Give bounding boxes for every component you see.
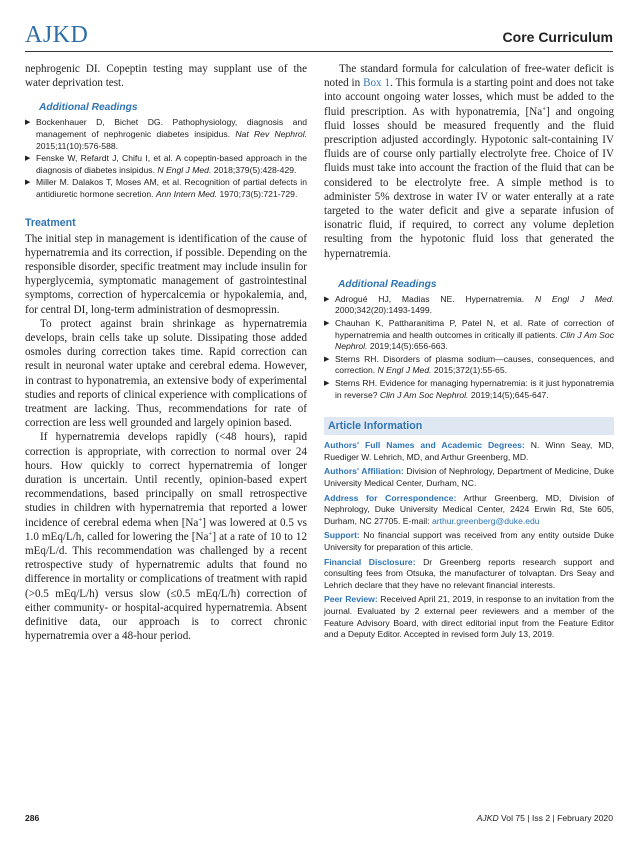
email-link[interactable]: arthur.greenberg@duke.edu bbox=[431, 515, 540, 526]
header-divider bbox=[25, 51, 613, 52]
journal-logo: AJKD bbox=[25, 22, 89, 48]
treatment-paragraph-3: If hypernatremia develops rapidly (<48 hours), rapid correction is appropriate, with correction to normal over 24 hours. How quickly to correct hypernatremia of longer duration is uncertain. Until recently, opinion-based expert recommendations, based principally on small retrospective studies in children with hypernatremia that reported a lower incidence of cerebral edema when [Na+] was lowered at 0.5 vs 1.0 mEq/L/h, called for lowering the [Na+] at a rate of 10 to 12 mEq/L/d. This recommendation was challenged by a recent retrospective study of hypernatremic adults that found no difference in mortality or complications of treatment with rapid (>0.5 mEq/L/h) versus slow (≤0.5 mEq/L/h) correction of either community- or hospital-acquired hypernatremia. Absent definitive data, our approach is to correct chronic hypernatremia over a 48-hour period. bbox=[25, 431, 307, 643]
reference-item: ▶ Miller M. Dalakos T, Moses AM, et al. Recognition of partial defects in antidiuretic hormone secretion. Ann Intern Med. 1970;73(5):721-729. bbox=[25, 177, 307, 199]
correspondence-info: Address for Correspondence: Arthur Greenberg, MD, Division of Nephrology, Duke University Medical Center, 2424 Erwin Rd, Ste 605, Durham, NC 27705. E-mail: arthur.greenberg@duke.edu bbox=[324, 492, 614, 526]
bullet-triangle-icon: ▶ bbox=[25, 119, 31, 127]
journal-citation: AJKD Vol 75 | Iss 2 | February 2020 bbox=[476, 813, 613, 823]
reference-item: ▶ Chauhan K, Pattharanitima P, Patel N, et al. Rate of correction of hypernatremia and health outcomes in critically ill patients. Clin J Am Soc Nephrol. 2019;14(5):656-663. bbox=[324, 318, 614, 352]
article-information-heading: Article Information bbox=[324, 417, 614, 435]
bullet-triangle-icon: ▶ bbox=[25, 155, 31, 163]
reference-item: ▶ Bockenhauer D, Bichet DG. Pathophysiology, diagnosis and management of nephrogenic diabetes insipidus. Nat Rev Nephrol. 2015;11(10):576-588. bbox=[25, 117, 308, 151]
treatment-paragraph-2: To protect against brain shrinkage as hypernatremia develops, brain cells take up solute. Dissipating those added osmoles during correction takes time. Rapid correction can result in neuronal water uptake and cerebral edema. However, in contrast to hyponatremia, an extensive body of experimental studies and reports of clinical experience with complications of treatment are lacking. Thus, recommendations for rate of correction are less well grounded and largely opinion based. bbox=[25, 317, 307, 430]
additional-readings-heading: Additional Readings bbox=[39, 102, 138, 114]
bullet-triangle-icon: ▶ bbox=[324, 355, 330, 363]
affiliation-info: Authors' Affiliation: Division of Nephrology, Department of Medicine, Duke University Medical Center, Durham, NC. bbox=[324, 466, 614, 488]
journal-name: Clin J Am Soc Nephrol. bbox=[335, 329, 614, 352]
support-info: Support: No financial support was received from any entity outside Duke University for preparation of this article. bbox=[324, 530, 614, 552]
bullet-triangle-icon: ▶ bbox=[324, 380, 330, 387]
treatment-heading: Treatment bbox=[25, 216, 76, 229]
journal-name: N Engl J Med. bbox=[377, 365, 432, 376]
journal-name: Nat Rev Nephrol. bbox=[235, 129, 308, 139]
authors-info: Authors' Full Names and Academic Degrees: N. Winn Seay, MD, Ruediger W. Lehrich, MD, and Arthur Greenberg, MD. bbox=[324, 440, 614, 462]
reference-list bbox=[324, 294, 614, 401]
reference-item: ▶ Fenske W, Refardt J, Chifu I, et al. A copeptin-based approach in the diagnosis of diabetes insipidus. N Engl J Med. 2018;379(5):428-429. bbox=[25, 153, 307, 175]
section-label: Core Curriculum bbox=[502, 29, 613, 45]
disclosure-info: Financial Disclosure: Dr Greenberg reports research support and consulting fees from Otsuka, the manufacturer of tolvaptan. Drs Seay and Lehrich declare that they have no relevant financial interests. bbox=[324, 556, 614, 590]
right-column bbox=[324, 62, 614, 644]
treatment-paragraph-1: The initial step in management is identification of the cause of hypernatremia and its correction, if possible. Depending on the responsible disorder, specific treatment may include insulin for hyperglycemia, symptomatic management of gastrointestinal symptoms, correction of hypercalcemia or hypokalemia, and, for central DI, long-term administration of desmopressin. bbox=[25, 232, 307, 316]
box-1-link[interactable]: Box 1 bbox=[363, 77, 391, 90]
reference-item: ▶ Sterns RH. Evidence for managing hypernatremia: is it just hyponatremia in reverse? Clin J Am Soc Nephrol. 2019;14(5);645-647. bbox=[324, 378, 614, 400]
intro-paragraph: nephrogenic DI. Copeptin testing may supplant use of the water deprivation test. bbox=[25, 63, 307, 90]
bullet-triangle-icon: ▶ bbox=[324, 295, 330, 303]
additional-readings-heading: Additional Readings bbox=[338, 278, 437, 290]
reference-item: ▶ Adrogué HJ, Madias NE. Hypernatremia. N Engl J Med. 2000;342(20):1493-1499. bbox=[324, 293, 614, 316]
reference-list bbox=[25, 117, 307, 200]
page-number: 286 bbox=[25, 813, 40, 823]
left-column bbox=[25, 62, 307, 643]
bullet-triangle-icon: ▶ bbox=[25, 179, 31, 187]
journal-name: Ann Intern Med. bbox=[155, 188, 218, 199]
journal-name: Clin J Am Soc Nephrol. bbox=[379, 389, 469, 400]
free-water-paragraph: The standard formula for calculation of free-water deficit is noted in Box 1. This formula is a starting point and does not take into account ongoing water losses, which must be added to the fluid prescription. As with hyponatremia, [Na+] and ongoing fluid losses should be measured frequently and the fluid prescription adjusted accordingly. Hypotonic salt-containing IV fluids are of course only partially electrolyte free. Choice of IV fluids must take into account the fraction of the fluid that can be considered to be electrolyte free. A simple method is to administer 5% dextrose in water IV or water enterally at a rate targeted to the water deficit and give a separate infusion of isonatric fluid, if required, to correct any volume depletion resulting from the hypotonic fluid loss that generated the hypernatremia. bbox=[324, 63, 615, 260]
bullet-triangle-icon: ▶ bbox=[324, 320, 330, 328]
reference-item: ▶ Sterns RH. Disorders of plasma sodium—causes, consequences, and correction. N Engl J Med. 2015;372(1):55-65. bbox=[324, 353, 614, 376]
journal-name: N Engl J Med. bbox=[157, 164, 212, 175]
peer-review-info: Peer Review: Received April 21, 2019, in response to an invitation from the journal. Evaluated by 2 external peer reviewers and a member of the Feature Advisory Board, with direct editorial input from the Feature Editor and a Deputy Editor. Accepted in revised form July 13, 2019. bbox=[324, 594, 614, 640]
journal-name: N Engl J Med. bbox=[534, 293, 614, 304]
